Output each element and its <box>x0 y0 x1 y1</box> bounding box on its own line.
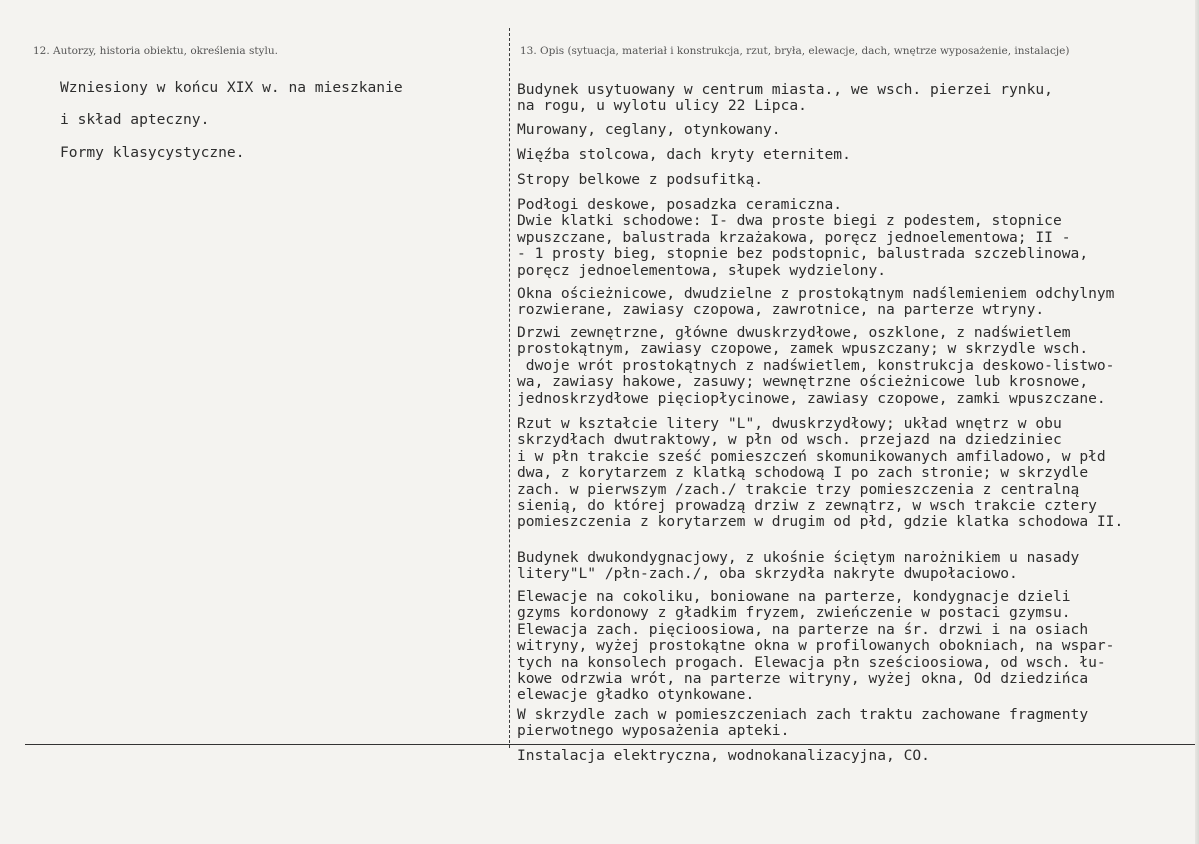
text-line: Budynek usytuowany w centrum miasta., we wsch. pierzei rynku, <box>517 81 1053 98</box>
text-line: Elewacja zach. pięcioosiowa, na parterze na śr. drzwi i na osiach <box>517 620 1089 638</box>
text-line: jednoskrzydłowe pięciopłycinowe, zawiasy czopowe, zamki wpuszczane. <box>517 389 1106 407</box>
text-line: Dwie klatki schodowe: I- dwa proste biegi z podestem, stopnice <box>517 212 1062 230</box>
text-line: pierwotnego wyposażenia apteki. <box>517 722 790 740</box>
section-12-header: 12. Autorzy, historia obiektu, określenia stylu. <box>33 45 278 57</box>
style-line: Formy klasycystyczne. <box>60 144 245 161</box>
text-line: poręcz jednoelementowa, słupek wydzielony. <box>517 261 887 279</box>
text-line: litery"L" /płn-zach./, oba skrzydła nakryte dwupołaciowo. <box>517 565 1018 583</box>
text-line: W skrzydle zach w pomieszczeniach zach traktu zachowane fragmenty <box>517 706 1089 723</box>
description-paragraph-doors <box>517 325 1114 407</box>
history-line: Wzniesiony w końcu XIX w. na mieszkanie <box>60 79 403 96</box>
text-line: prostokątnym, zawiasy czopowe, zamek wpuszczany; w skrzydle wsch. <box>517 340 1089 358</box>
description-paragraph-interior <box>517 707 1088 740</box>
description-paragraph-elevations <box>517 589 1114 704</box>
description-paragraph-plan <box>517 416 1123 531</box>
text-line: Elewacje na cokoliku, boniowane na parterze, kondygnacje dzieli <box>517 588 1071 605</box>
text-line: wpuszczane, balustrada krzażakowa, poręcz jednoelementowa; II - <box>517 228 1071 246</box>
text-line: skrzydłach dwutraktowy, w płn od wsch. przejazd na dziedziniec <box>517 431 1062 449</box>
description-paragraph-massing <box>517 550 1079 583</box>
text-line: Stropy belkowe z podsufitką. <box>517 171 764 188</box>
text-line: rozwierane, zawiasy czopowa, zawrotnice, na parterze wtryny. <box>517 301 1045 319</box>
text-line: zach. w pierwszym /zach./ trakcie trzy pomieszczenia z centralną <box>517 480 1080 498</box>
scan-edge <box>1195 0 1199 844</box>
description-paragraph-location <box>517 82 1053 115</box>
text-line: Podłogi deskowe, posadzka ceramiczna. <box>517 196 843 213</box>
text-line: - 1 prosty bieg, stopnie bez podstopnic, balustrada szczeblinowa, <box>517 245 1089 263</box>
text-line: pomieszczenia z korytarzem w drugim od płd, gdzie klatka schodowa II. <box>517 513 1124 531</box>
text-line: Rzut w kształcie litery "L", dwuskrzydłowy; układ wnętrz w obu <box>517 415 1062 432</box>
bottom-rule <box>25 744 1199 745</box>
description-paragraph-installations <box>517 748 930 764</box>
text-line: gzyms kordonowy z gładkim fryzem, zwieńczenie w postaci gzymsu. <box>517 604 1071 622</box>
text-line: witryny, wyżej prostokątne okna w profilowanych obokniach, na wspar- <box>517 637 1115 655</box>
text-line: Drzwi zewnętrzne, główne dwuskrzydłowe, oszklone, z nadświetlem <box>517 324 1071 341</box>
text-line: sienią, do której prowadzą drziw z zewnątrz, w wsch trakcie cztery <box>517 497 1097 515</box>
description-paragraph-material <box>517 122 781 138</box>
description-paragraph-ceilings <box>517 172 763 188</box>
description-paragraph-floors-stairs <box>517 197 1088 279</box>
text-line: Okna ościeżnicowe, dwudzielne z prostokątnym nadślemieniem odchylnym <box>517 285 1115 302</box>
text-line: kowe odrzwia wrót, na parterze witryny, wyżej okna, Od dziedzińca <box>517 670 1089 688</box>
text-line: i w płn trakcie sześć pomieszczeń skomunikowanych amfiladowo, w płd <box>517 447 1106 465</box>
text-line: wa, zawiasy hakowe, zasuwy; wewnętrzne ościeżnicowe lub krosnowe, <box>517 373 1089 391</box>
history-line: i skład apteczny. <box>60 111 210 128</box>
text-line: Instalacja elektryczna, wodnokanalizacyjna, CO. <box>517 747 930 764</box>
description-paragraph-roof <box>517 147 851 163</box>
description-paragraph-windows <box>517 286 1114 319</box>
text-line: Budynek dwukondygnacjowy, z ukośnie ściętym narożnikiem u nasady <box>517 549 1080 566</box>
section-13-header: 13. Opis (sytuacja, materiał i konstrukcja, rzut, bryła, elewacje, dach, wnętrze wyposażenie, instalacje) <box>520 45 1070 57</box>
text-line: na rogu, u wylotu ulicy 22 Lipca. <box>517 97 807 115</box>
column-divider <box>509 28 510 748</box>
text-line: Murowany, ceglany, otynkowany. <box>517 121 781 138</box>
text-line: tych na konsolech progach. Elewacja płn sześcioosiowa, od wsch. łu- <box>517 653 1106 671</box>
text-line: elewacje gładko otynkowane. <box>517 686 755 704</box>
text-line: Więźba stolcowa, dach kryty eternitem. <box>517 146 851 163</box>
text-line: dwoje wrót prostokątnych z nadświetlem, konstrukcja deskowo-listwo- <box>517 356 1115 374</box>
text-line: dwa, z korytarzem z klatką schodową I po zach stronie; w skrzydle <box>517 464 1089 482</box>
